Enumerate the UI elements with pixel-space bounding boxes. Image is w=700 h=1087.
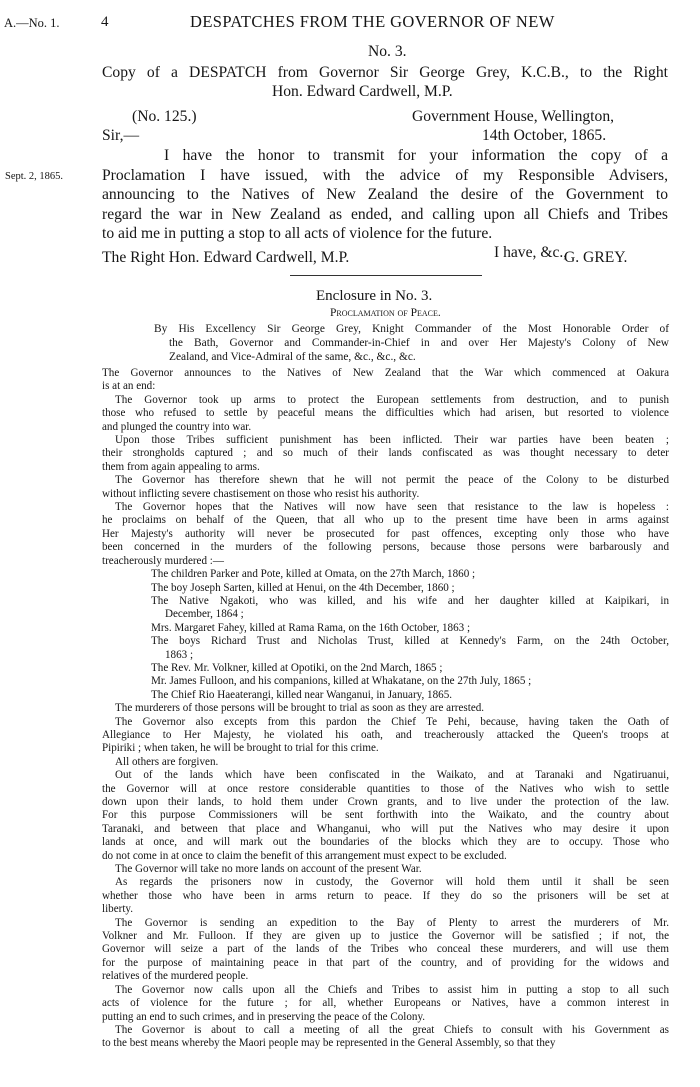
despatch-body-line: I have the honor to transmit for your information the copy of a	[164, 147, 668, 164]
murder-list-item: The Rev. Mr. Volkner, killed at Opotiki, on the 2nd March, 1865 ;	[151, 661, 443, 674]
despatch-salutation: Sir,—	[102, 127, 140, 144]
proclamation-paragraph-line: he proclaims on behalf of the Queen, that all who up to the present time have been in arms against	[102, 514, 669, 527]
murder-list-item: The boy Joseph Sarten, killed at Henui, on the 4th December, 1860 ;	[151, 581, 455, 594]
proclamation-paragraph-line: Allegiance to Her Majesty, he violated his oath, and treacherously attacked the Queen's troops at	[102, 728, 669, 741]
proclamation-paragraph-line: those who refused to settle by peaceful means the difficulties which had arisen, but resorted to violence	[102, 407, 669, 420]
proclamation-paragraph-line: The murderers of those persons will be brought to trial as soon as they are arrested.	[115, 702, 485, 715]
proclamation-paragraph-line: All others are forgiven.	[115, 755, 219, 768]
enclosure-heading: Enclosure in No. 3.	[316, 288, 433, 304]
murder-list-item: December, 1864 ;	[165, 608, 244, 621]
proclamation-paragraph-line: the Governor will at once restore considerable quantities to those of the Natives who wish to settle	[102, 782, 669, 795]
despatch-body-line: to aid me in putting a stop to all acts of violence for the future.	[102, 225, 493, 242]
proclamation-paragraph-line: and plunged the country into war.	[102, 420, 252, 433]
proclamation-paragraph-line: The Governor announces to the Natives of New Zealand that the War which commenced at Oakura	[102, 367, 669, 379]
despatch-body-line: Proclamation I have issued, with the advice of my Responsible Advisers,	[102, 166, 668, 184]
murder-list-item: The children Parker and Pote, killed at Omata, on the 27th March, 1860 ;	[151, 568, 476, 581]
proclamation-paragraph-line: them from again appealing to arms.	[102, 460, 260, 473]
proclamation-paragraph-line: The Governor is sending an expedition to the Bay of Plenty to arrest the murderers of Mr.	[115, 916, 669, 929]
proclamation-paragraph-line: is at an end:	[102, 380, 156, 393]
despatch-place: Government House, Wellington,	[412, 108, 615, 125]
proclamation-paragraph-line: without inflicting severe chastisement on those who resist his authority.	[102, 487, 420, 500]
proclamation-paragraph-line: The Governor is about to call a meeting of all the great Chiefs to consult with his Government as	[115, 1023, 669, 1036]
proclamation-paragraph-line: As regards the prisoners now in custody, the Governor will hold them until it shall be seen	[115, 876, 669, 889]
preamble-line: By His Excellency Sir George Grey, Knight Commander of the Most Honorable Order of	[154, 323, 669, 335]
murder-list-item: Mr. James Fulloon, and his companions, killed at Whakatane, on the 27th July, 1865 ;	[151, 675, 532, 688]
proclamation-paragraph-line: whether those who have been in arms return to peace. If they do so the prisoners will be set at	[102, 889, 669, 902]
proclamation-paragraph-line: The Governor will take no more lands on account of the present War.	[115, 863, 422, 876]
proclamation-paragraph-line: The Governor took up arms to protect the European settlements from destruction, and to punish	[115, 393, 669, 406]
proclamation-paragraph-line: for the purpose of maintaining peace in that part of the country, and of providing for the widows and	[102, 956, 669, 969]
proclamation-paragraph-line: The Governor hopes that the Natives will now have seen that resistance to the law is hopeless :	[115, 501, 669, 514]
murder-list-item: Mrs. Margaret Fahey, killed at Rama Rama, on the 16th October, 1863 ;	[151, 621, 471, 634]
proclamation-paragraph-line: The Governor has therefore shewn that he will not permit the peace of the Colony to be disturbed	[115, 474, 669, 487]
despatch-ref: (No. 125.)	[132, 108, 197, 125]
margin-note: Sept. 2, 1865.	[5, 171, 64, 182]
proclamation-paragraph-line: been concerned in the murders of the following persons, because those persons were barbarously and	[102, 541, 669, 554]
despatch-title-line2: Hon. Edward Cardwell, M.P.	[272, 83, 453, 100]
enclosure-subheading: Proclamation of Peace.	[330, 307, 441, 319]
murder-list-item: The Chief Rio Haeaterangi, killed near Wanganui, in January, 1865.	[151, 688, 453, 701]
murder-list-item: The Native Ngakoti, who was killed, and his wife and her daughter killed at Kaipikari, in	[151, 594, 669, 607]
despatch-title-line1	[102, 63, 668, 83]
proclamation-paragraph-line: Out of the lands which have been confiscated in the Waikato, and at Taranaki and Ngatiruanui,	[115, 769, 669, 782]
running-title: DESPATCHES FROM THE GOVERNOR OF NEW	[190, 12, 555, 31]
despatch-body-line: regard the war in New Zealand as ended, and calling upon all Chiefs and Tribes	[102, 205, 668, 223]
despatch-closing: I have, &c.,	[494, 244, 568, 261]
murder-list-item: The boys Richard Trust and Nicholas Trust, killed at Kennedy's Farm, on the 24th October,	[151, 635, 669, 648]
proclamation-paragraph-line: relatives of the murdered people.	[102, 970, 249, 983]
preamble-line: Zealand, and Vice-Admiral of the same, &c., &c., &c.	[169, 351, 416, 364]
proclamation-paragraph-line: For this purpose Commissioners will be sent forthwith into the Waikato, and the country about	[102, 809, 669, 822]
proclamation-paragraph-line: to the best means whereby the Maori people may be represented in the General Assembly, so that they	[102, 1037, 556, 1050]
despatch-body	[102, 146, 668, 244]
page-number: 4	[101, 14, 109, 30]
proclamation-paragraph-line: lands at once, and will mark out the boundaries of the blocks which they are to occupy. Those who	[102, 836, 669, 849]
proclamation-body	[102, 367, 669, 1051]
proclamation-preamble	[154, 322, 669, 365]
proclamation-paragraph-line: The Governor also excepts from this pardon the Chief Te Pehi, because, having taken the Oath of	[115, 715, 669, 728]
proclamation-paragraph-line: The Governor now calls upon all the Chiefs and Tribes to assist him in putting a stop to all such	[115, 983, 669, 996]
despatch-title-text-1: Copy of a DESPATCH from Governor Sir George Grey, K.C.B., to the Right	[102, 64, 668, 81]
proclamation-paragraph-line: Her Majesty's authority will never be prosecuted for past offences, excepting only those who have	[102, 527, 669, 540]
despatch-addressee: The Right Hon. Edward Cardwell, M.P.	[102, 249, 350, 266]
murder-list-item: 1863 ;	[165, 648, 194, 661]
despatch-body-line: announcing to the Natives of New Zealand the desire of the Government to	[102, 186, 668, 203]
proclamation-paragraph-line: treacherously murdered :—	[102, 554, 224, 567]
despatch-date: 14th October, 1865.	[482, 127, 607, 144]
proclamation-paragraph-line: acts of violence for the future ; for all, whether Europeans or Natives, have a common interest in	[102, 997, 669, 1010]
despatch-number: No. 3.	[368, 43, 407, 60]
divider-rule	[290, 275, 482, 276]
proclamation-paragraph-line: Taranaki, and between that place and Whanganui, who will put the Natives who may desire it upon	[102, 822, 669, 835]
proclamation-paragraph-line: down upon their lands, to hold them under Crown grants, and to live under the protection of the law.	[102, 796, 669, 808]
proclamation-paragraph-line: their strongholds captured ; and so much of their lands confiscated as was thought necessary to deter	[102, 447, 669, 460]
proclamation-paragraph-line: putting an end to such crimes, and in preserving the peace of the Colony.	[102, 1010, 426, 1023]
proclamation-paragraph-line: Volkner and Mr. Fulloon. If they are given up to justice the Governor will be satisfied ; if not, the	[102, 930, 669, 943]
proclamation-paragraph-line: Upon those Tribes sufficient punishment has been inflicted. Their war parties have been beaten ;	[115, 434, 669, 447]
series-number: A.—No. 1.	[4, 16, 60, 30]
proclamation-paragraph-line: liberty.	[102, 903, 134, 916]
proclamation-paragraph-line: do not come in at once to claim the benefit of this arrangement must expect to be excluded.	[102, 849, 507, 862]
proclamation-paragraph-line: Governor will seize a part of the lands of the Tribes who conceal these murderers, and will use them	[102, 943, 669, 956]
preamble-line: the Bath, Governor and Commander-in-Chief in and over Her Majesty's Colony of New	[169, 337, 669, 350]
proclamation-paragraph-line: Pipiriki ; when taken, he will be brought to trial for this crime.	[102, 742, 379, 755]
despatch-signature: G. GREY.	[564, 249, 628, 266]
